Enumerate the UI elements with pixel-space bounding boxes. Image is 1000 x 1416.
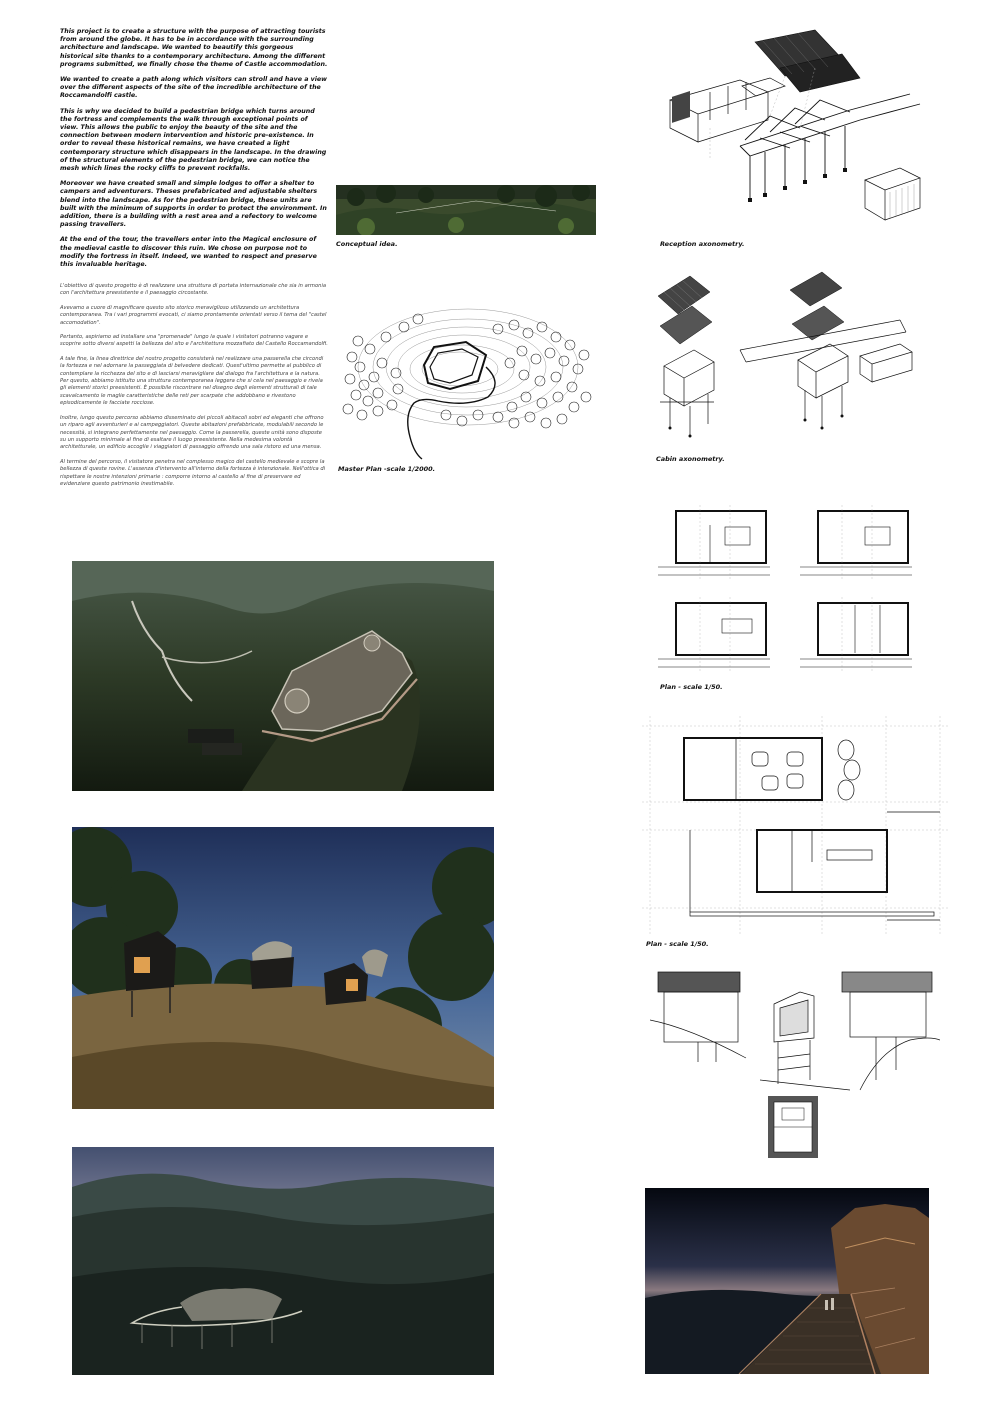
caption-master-plan: Master Plan -scale 1/2000. — [338, 465, 436, 473]
cabin-sections-drawing — [650, 970, 940, 1160]
cabin-axonometry-drawing — [650, 270, 930, 450]
intro-it-paragraph: A tale fine, la linea direttrice del nostro progetto consisterà nel realizzare una passerella che circondi la fortezza e nel adornare la passeggiata di belvedere dedicati. Quest'ultimo permette al pubblico di contemplare la ricchezza del sito e di lasciarsi meravigliare dal dialogo fra l'architettura e la natura. Per questo, abbiamo istituito una struttura contemporanea leggera che si cela nel paesaggio e rivela gli elementi storici preesistenti. È possibile riscontrare nel disegno degli elementi strutturali di tale scavalcamento le maglie caratteristiche delle reti per scarpate che addobbano e rivestono episodicamente le facciate rocciose. — [60, 355, 324, 407]
intro-it-paragraph: Pertanto, aspiriamo ad installare una "promenade" lungo la quale i visitatori potranno vagare e scoprire sotto diversi aspetti la bellezza del sito e l'architettura mozzafiato del Castello Roccamandolfi. — [60, 334, 328, 348]
intro-it-paragraph: L'obiettivo di questo progetto è di realizzare una struttura di portata internazionale che sia in armonia con l'architettura preesistente e il paesaggio circostante. — [60, 283, 327, 297]
intro-english — [60, 28, 328, 276]
cabin-section-plan — [768, 1096, 818, 1158]
aerial-castle-photo — [72, 561, 494, 791]
reception-axonometry-drawing — [650, 28, 930, 233]
master-plan-drawing — [338, 297, 600, 463]
intro-it-paragraph: Avevamo a cuore di magnificare questo sito storico meraviglioso utilizzando un architettura contemporanea. Tra i vari programmi evocati, ci siamo prontamente orientati verso il tema del "castel accomodation". — [60, 304, 327, 326]
caption-plan-cabins: Plan - scale 1/50. — [660, 683, 723, 691]
caption-cabin: Cabin axonometry. — [656, 455, 725, 463]
panorama-bridge-photo — [72, 1147, 494, 1375]
reception-plan-drawing — [642, 712, 948, 938]
intro-en-paragraph: Moreover we have created small and simple lodges to offer a shelter to campers and adventurers. Theses prefabricated and adjustable shelters blend into the landscape. As for the pedestrian bridge, these units are built with the minimum of supports in order to protect the environment. In addition, there is a building with a rest area and a refectory to welcome passing travellers. — [60, 180, 327, 229]
caption-reception: Reception axonometry. — [660, 240, 745, 248]
intro-en-paragraph: This is why we decided to build a pedestrian bridge which turns around the fortress and complements the walk through exceptional points of view. This allows the public to enjoy the beauty of the site and the connection between modern intervention and historic pre-existence. In order to reveal these historical remains, we have created a light contemporary structure which disappears in the landscape. In the drawing of the structural elements of the pedestrian bridge, we can notice the mesh which lines the rocky cliffs to prevent rockfalls. — [60, 107, 327, 173]
castle-outline — [424, 342, 486, 389]
intro-en-paragraph: At the end of the tour, the travellers enter into the Magical enclosure of the medieval castle to discover this ruin. We chose on purpose not to modify the fortress in itself. Indeed, we wanted to respect and preserve this invaluable heritage. — [60, 236, 317, 269]
cabin-roof-2 — [790, 272, 844, 340]
caption-plan-reception: Plan - scale 1/50. — [646, 940, 709, 948]
intro-en-paragraph: We wanted to create a path along which visitors can stroll and have a view over the different aspects of the site of the incredible architecture of the Roccamandolfi castle. — [60, 76, 327, 100]
caption-concept: Conceptual idea. — [336, 240, 398, 248]
intro-italian — [60, 283, 328, 495]
cabins-hillside-photo — [72, 827, 494, 1109]
conceptual-idea-image — [336, 185, 596, 235]
night-walkway-render — [645, 1188, 929, 1374]
cabin-plans-drawing — [650, 505, 945, 677]
intro-en-paragraph: This project is to create a structure with the purpose of attracting tourists from around the globe. It has to be in accordance with the surrounding architecture and landscape. We wanted to beautify this gorgeous historical site thanks to a contemporary architecture. Among the different programs submitted, we finally chose the theme of Castle accommodation. — [60, 28, 328, 68]
intro-it-paragraph: Inoltre, lungo questo percorso abbiamo disseminato dei piccoli abitacoli sobri ed eleganti che offrono un riparo agli avventurieri e ai campeggiatori. Queste abitazioni prefabbricate, modulabili secondo le necessità, si integrano perfettamente nel paesaggio. Come la passerella, queste unità sono disposte su un supporto minimale al fine di esaltare il luogo preesistente. Nella medesima volontà architetturale, un edificio accoglie i viaggiatori di passaggio offrendo una sala ristoro ed una mensa. — [60, 414, 324, 451]
intro-it-paragraph: Al termine del percorso, il visitatore penetra nel complesso magico del castello medievale e scopre la bellezza di queste rovine. L'assenza d'intervento all'interno della fortezza è intenzionale. Nell'ottica di rispettare le nostre intenzioni primarie : comporre intorno al castello al fine di preservare ed evidenziare questo patrimonio inestimabile. — [60, 458, 326, 487]
cabin-roof-1 — [658, 276, 712, 344]
roof-panels — [755, 30, 860, 92]
